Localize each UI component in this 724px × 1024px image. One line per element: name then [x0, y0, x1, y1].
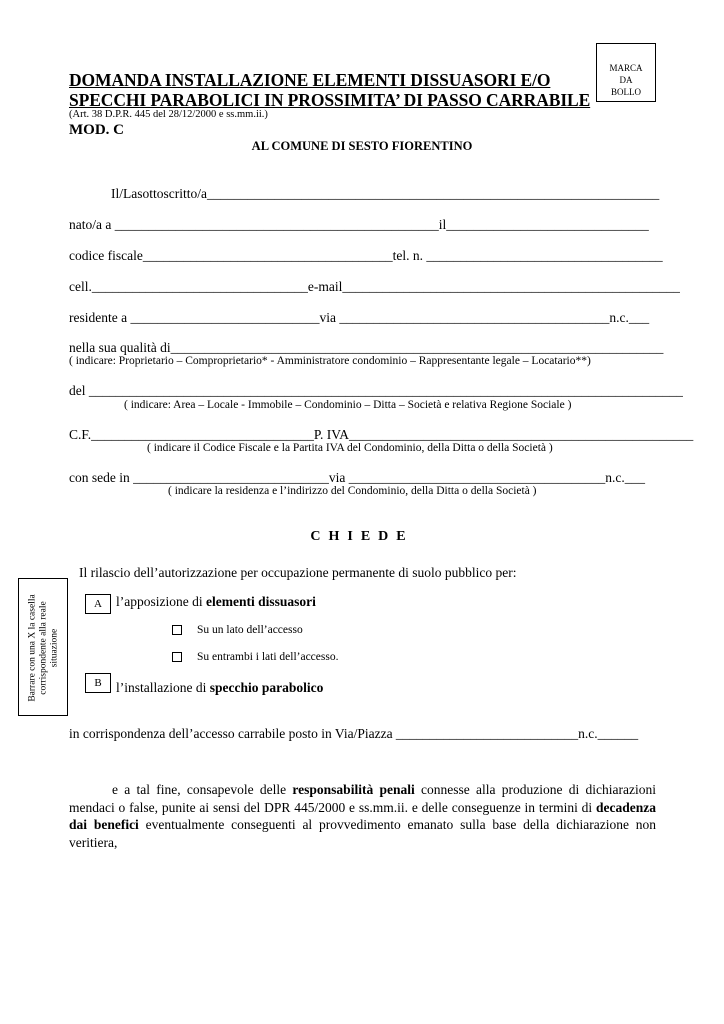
- field-mobile-email[interactable]: cell.________________________________e-mail__________________________________________________: [69, 279, 680, 294]
- title-line-1: DOMANDA INSTALLAZIONE ELEMENTI DISSUASORI E/O: [69, 70, 551, 90]
- request-intro: Il rilascio dell’autorizzazione per occupazione permanente di suolo pubblico per:: [79, 565, 517, 580]
- field-access-location[interactable]: in corrispondenza dell’accesso carrabile posto in Via/Piazza ___________________________n.c.______: [69, 726, 639, 741]
- option-b-checkbox[interactable]: B: [85, 673, 111, 693]
- option-a-checkbox[interactable]: A: [85, 594, 111, 614]
- hint-del: ( indicare: Area – Locale - Immobile – Condominio – Ditta – Società e relativa Regione Sociale ): [124, 399, 572, 411]
- option-b-bold: specchio parabolico: [209, 680, 324, 695]
- stamp-line-1: MARCA: [609, 63, 643, 73]
- hint-cf-piva: ( indicare il Codice Fiscale e la Partita IVA del Condominio, della Ditta o della Società ): [147, 442, 553, 454]
- sub-option-1-label: Su un lato dell’accesso: [197, 624, 303, 636]
- option-b-label: [116, 680, 323, 696]
- declaration-paragraph: [69, 781, 656, 851]
- field-tax-code-phone[interactable]: codice fiscale_____________________________________tel. n. ___________________________________: [69, 248, 663, 263]
- option-a-label: [116, 594, 316, 610]
- field-sede[interactable]: con sede in _____________________________via ______________________________________n.c.___: [69, 470, 645, 485]
- document-title: [69, 70, 599, 110]
- form-model: MOD. C: [69, 122, 124, 138]
- sub-option-2-checkbox[interactable]: [172, 652, 182, 662]
- field-del[interactable]: del ________________________________________________________________________________________: [69, 383, 683, 398]
- hint-sede: ( indicare la residenza e l’indirizzo del Condominio, della Ditta o della Società ): [168, 485, 537, 497]
- title-line-2: SPECCHI PARABOLICI IN PROSSIMITA’ DI PASSO CARRABILE: [69, 90, 591, 110]
- declaration-bold-2: decadenza dai benefici: [69, 799, 656, 832]
- field-residence[interactable]: residente a ____________________________via ________________________________________n.c.___: [69, 310, 650, 325]
- declaration-bold-1: responsabilità penali: [292, 782, 415, 797]
- section-heading-chiede: CHIEDE: [310, 529, 414, 544]
- recipient: AL COMUNE DI SESTO FIORENTINO: [251, 139, 473, 153]
- side-instruction-text: Barrare con una X la casella corrispondente alla reale situazione: [27, 594, 60, 702]
- option-b-text: l’installazione di: [116, 680, 210, 695]
- side-instruction-box: [18, 578, 68, 716]
- sub-option-2-label: Su entrambi i lati dell’accesso.: [197, 651, 339, 663]
- field-sottoscritto[interactable]: Il/Lasottoscritto/a___________________________________________________________________: [111, 186, 660, 201]
- option-a-text: l’apposizione di: [116, 594, 206, 609]
- option-a-bold: elementi dissuasori: [205, 594, 316, 609]
- field-birth-place-date[interactable]: nato/a a ________________________________________________il______________________________: [69, 217, 649, 232]
- legal-reference: (Art. 38 D.P.R. 445 del 28/12/2000 e ss.mm.ii.): [69, 109, 268, 120]
- declaration-text-3: eventualmente conseguenti al provvedimento emanato sulla base della dichiarazione non veritiera,: [69, 817, 656, 850]
- field-cf-piva[interactable]: C.F._________________________________P. IVA___________________________________________________: [69, 427, 694, 442]
- declaration-text-2: connesse alla produzione di dichiarazioni mendaci o false, punite ai sensi del DPR 445/2000 e ss.mm.ii. e delle conseguenze in termini di: [69, 782, 656, 815]
- stamp-box: [596, 43, 656, 102]
- stamp-line-2: DA: [619, 75, 633, 85]
- sub-option-1-checkbox[interactable]: [172, 625, 182, 635]
- stamp-line-3: BOLLO: [611, 87, 641, 97]
- declaration-text-1: e a tal fine, consapevole delle: [112, 782, 293, 797]
- hint-qualita: ( indicare: Proprietario – Comproprietario* - Amministratore condominio – Rappresentante legale – Locatario**): [69, 355, 591, 367]
- field-qualita[interactable]: nella sua qualità di_________________________________________________________________________: [69, 340, 664, 355]
